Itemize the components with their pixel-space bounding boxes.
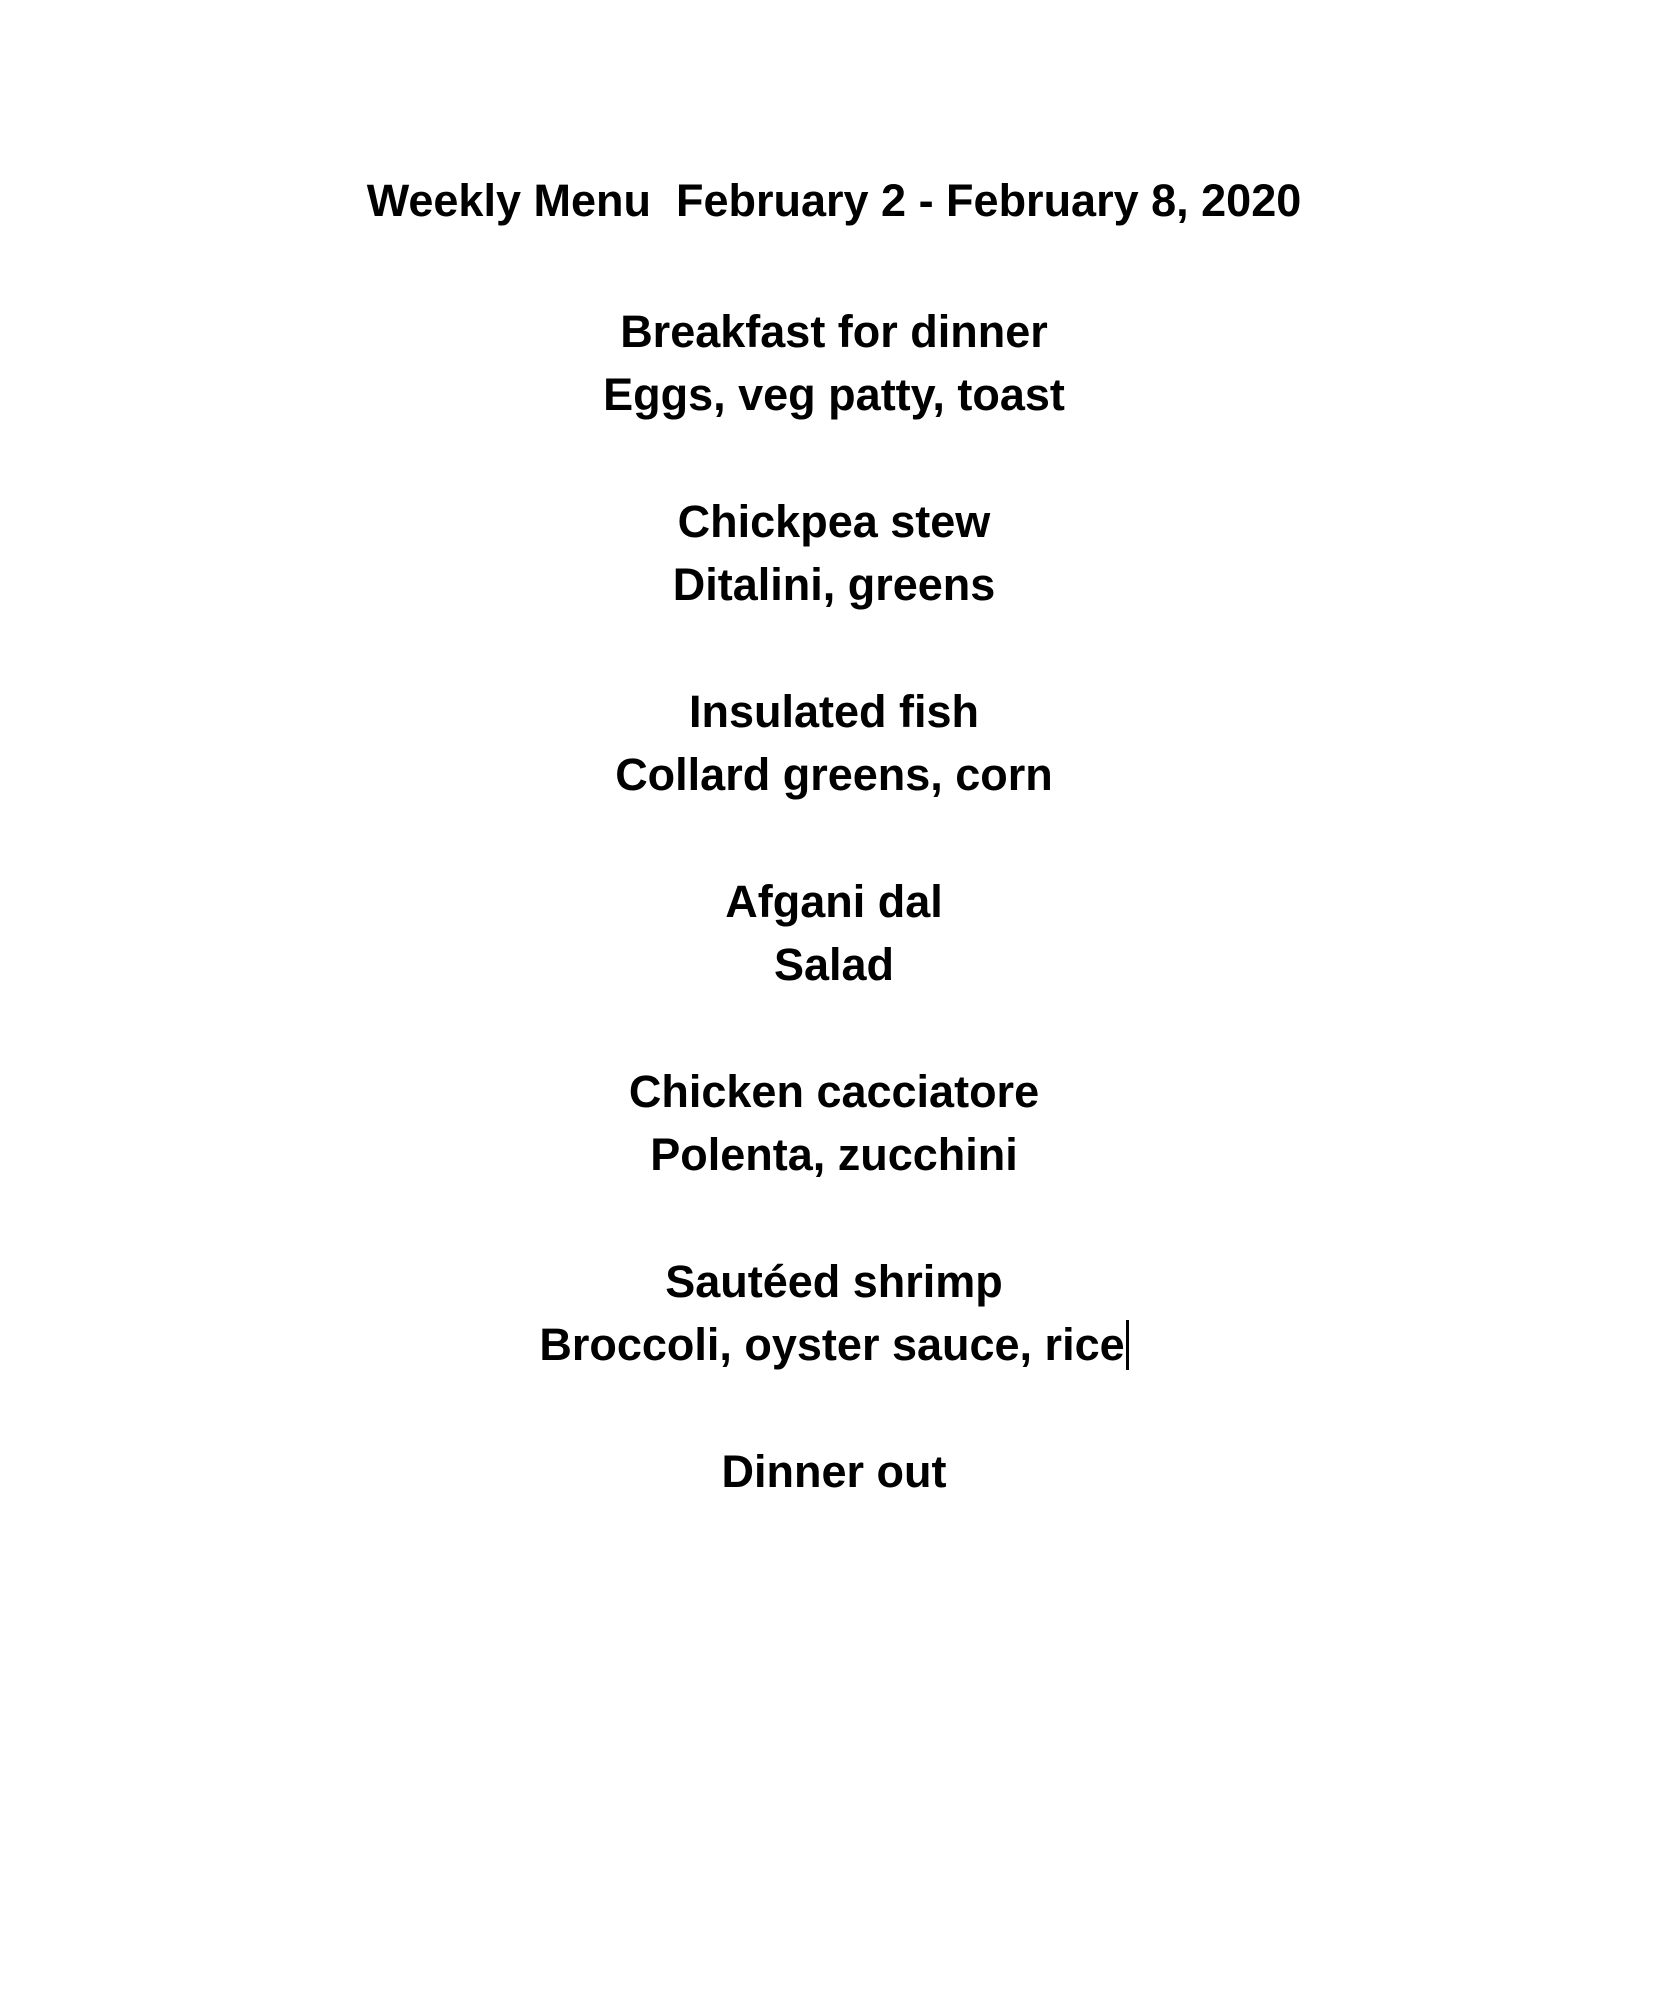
meal-main: Chicken cacciatore [628,1066,1040,1117]
meal-main: Sautéed shrimp [665,1256,1003,1307]
meal-sides: Polenta, zucchini [650,1129,1018,1180]
meal-item [0,870,1668,1060]
meal-sides: Broccoli, oyster sauce, rice [539,1319,1125,1370]
meal-item [0,680,1668,870]
meal-item [0,300,1668,490]
meal-item [0,1250,1668,1440]
menu-title: Weekly Menu February 2 - February 8, 2020 [366,175,1302,226]
meal-main: Insulated fish [688,686,980,737]
meal-main: Breakfast for dinner [620,306,1048,357]
meal-sides: Salad [773,939,895,990]
meal-sides: Collard greens, corn [615,749,1053,800]
text-cursor [1126,1320,1129,1370]
meal-list [0,300,1668,1630]
meal-sides: Ditalini, greens [672,559,996,610]
meal-main: Dinner out [721,1446,947,1497]
meal-main: Chickpea stew [677,496,991,547]
meal-sides: Eggs, veg patty, toast [603,369,1065,420]
meal-item [0,1060,1668,1250]
meal-main: Afgani dal [725,876,943,927]
meal-sides-with-cursor [0,1313,1668,1376]
meal-item [0,1440,1668,1630]
meal-item [0,490,1668,680]
